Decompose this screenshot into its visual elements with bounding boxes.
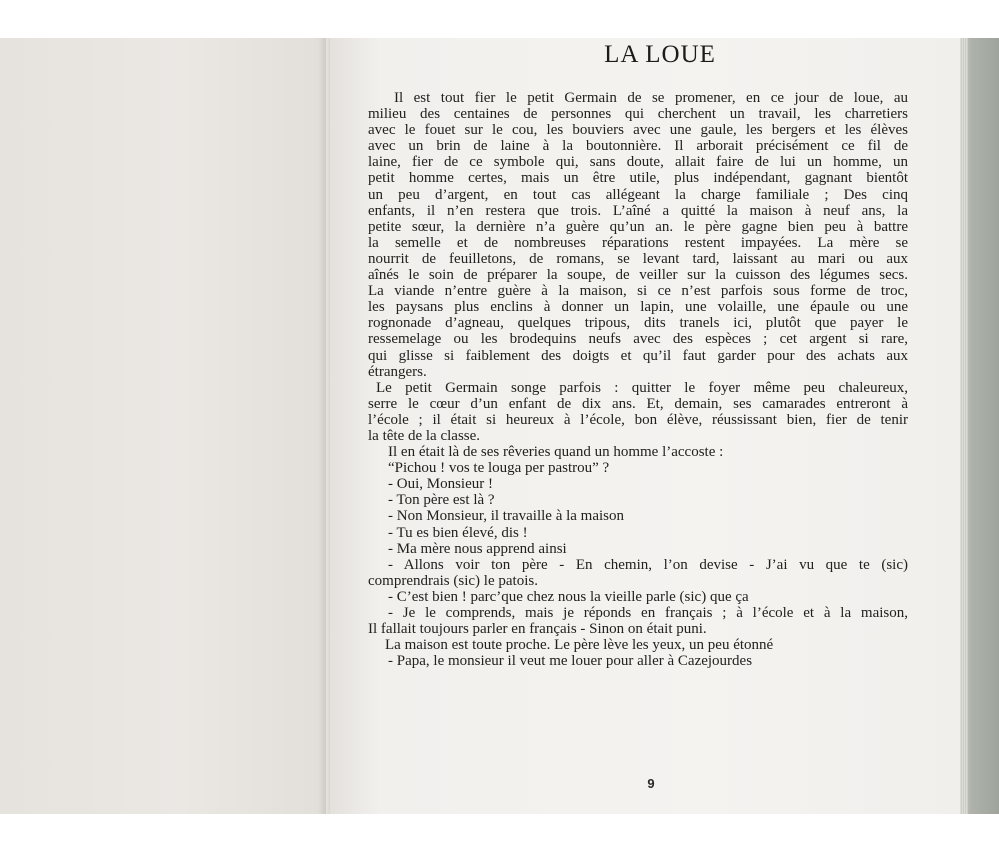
text-line: avec le fouet sur le cou, les bouviers avec une gaule, les bergers et les élèves: [368, 122, 908, 139]
text-line: - Oui, Monsieur !: [388, 476, 493, 493]
text-line: La viande n’entre guère à la maison, si ce n’est parfois sous forme de troc,: [368, 283, 908, 300]
text-line: petite sœur, la dernière n’a guère qu’un an. le père gagne bien peu à battre: [368, 218, 908, 235]
text-line: milieu des centaines de personnes qui cherchent un travail, les charretiers: [368, 106, 908, 123]
text-line: avec un brin de laine à la boutonnière. Il arborait précisément ce fil de: [368, 138, 908, 155]
text-line: comprendrais (sic) le patois.: [368, 572, 538, 589]
text-line: enfants, il n’en restera que trois. L’aîné a quitté la maison à neuf ans, la: [368, 202, 908, 219]
text-line: la tête de la classe.: [368, 427, 481, 444]
text-line: - Tu es bien élevé, dis !: [388, 524, 528, 541]
text-line: La maison est toute proche. Le père lève les yeux, un peu étonné: [385, 637, 774, 654]
text-line: Il fallait toujours parler en français - Sinon on était puni.: [368, 621, 707, 638]
text-line: l’école ; il était si heureux à l’école, bon élève, réussissant bien, fier de tenir: [368, 411, 908, 428]
text-line: Il est tout fier le petit Germain de se promener, en ce jour de loue, au: [394, 90, 908, 106]
text-line: Le petit Germain songe parfois : quitter le foyer même peu chaleureux,: [376, 379, 908, 396]
text-line: - Allons voir ton père - En chemin, l’on devise - J’ai vu que te (sic): [388, 556, 908, 573]
text-line: qui glisse si faiblement des doigts et qu’il faut garder pour des achats aux: [368, 347, 908, 364]
text-line: “Pichou ! vos te louga per pastrou” ?: [388, 460, 610, 477]
text-line: laine, fier de ce symbole qui, sans doute, allait faire de lui un homme, un: [368, 154, 908, 171]
text-line: Il en était là de ses rêveries quand un homme l’accoste :: [388, 444, 724, 461]
text-line: - Ma mère nous apprend ainsi: [388, 540, 567, 557]
text-line: la semelle et de nombreuses réparations restent impayées. La mère se: [368, 234, 908, 251]
text-line: ressemelage ou les brodequins neufs avec des espèces ; cet argent si rare,: [368, 331, 908, 348]
text-line: - Ton père est là ?: [388, 492, 495, 509]
page-edge-lines: [960, 38, 968, 814]
chapter-title: LA LOUE: [604, 41, 716, 68]
left-page: [0, 38, 326, 814]
text-line: nourrit de feuilletons, de romans, se levant tard, laissant au mari ou aux: [368, 250, 908, 267]
text-line: - Non Monsieur, il travaille à la maison: [388, 508, 625, 525]
text-line: - C’est bien ! parc’que chez nous la vieille parle (sic) que ça: [388, 588, 749, 605]
page-number: 9: [647, 776, 655, 791]
text-line: les paysans plus enclins à donner un lapin, une volaille, une épaule ou une: [368, 299, 908, 316]
text-line: rognonade d’agneau, quelques tripous, dits tranels ici, plutôt que payer le: [368, 315, 908, 332]
text-line: serre le cœur d’un enfant de dix ans. Et, demain, ses camarades entreront à: [368, 395, 908, 412]
text-line: - Je le comprends, mais je réponds en français ; à l’école et à la maison,: [388, 605, 908, 621]
text-line: aînés le soin de préparer la soupe, de veiller sur la cuisson des légumes secs.: [368, 267, 908, 284]
text-line: petit homme certes, mais un être utile, plus indépendant, gagnant bientôt: [368, 170, 908, 187]
text-line: étrangers.: [368, 363, 427, 380]
text-line: - Papa, le monsieur il veut me louer pour aller à Cazejourdes: [388, 653, 753, 670]
body-text: [368, 90, 908, 669]
text-line: un peu d’argent, en tout cas allégeant la charge familiale ; Des cinq: [368, 186, 908, 203]
